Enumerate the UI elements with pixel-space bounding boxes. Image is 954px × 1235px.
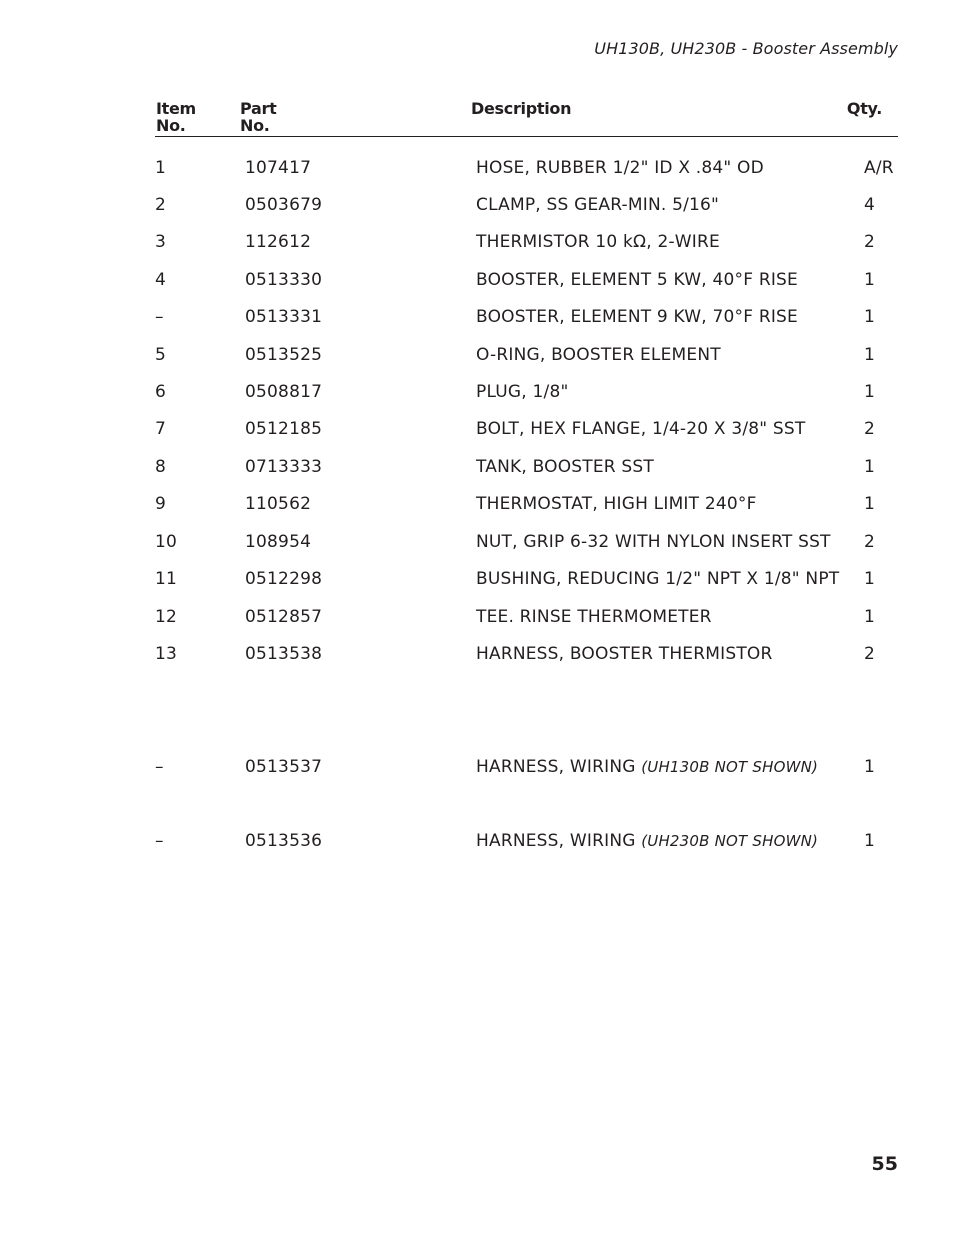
description-text: BOOSTER, ELEMENT 5 KW, 40°F RISE [476, 270, 798, 290]
part-number: 0503679 [245, 195, 323, 215]
quantity: 1 [864, 569, 876, 589]
table-row [155, 268, 898, 292]
item-number: – [155, 757, 164, 777]
quantity: 1 [864, 494, 876, 514]
quantity: 1 [864, 382, 876, 402]
item-number: 3 [155, 232, 167, 252]
table-row [155, 417, 898, 441]
item-number: 2 [155, 195, 167, 215]
column-header-item-line1: Item [156, 99, 196, 118]
running-header: UH130B, UH230B - Booster Assembly [594, 39, 898, 58]
table-row [155, 492, 898, 516]
description-text: BUSHING, REDUCING 1/2" NPT X 1/8" NPT [476, 569, 840, 589]
quantity: 1 [864, 607, 876, 627]
table-row [155, 755, 898, 779]
description [476, 305, 798, 329]
item-number: 1 [155, 158, 167, 178]
description [476, 492, 757, 516]
column-header-description: Description [471, 99, 572, 118]
part-number: 0513536 [245, 831, 323, 851]
item-number: 6 [155, 382, 167, 402]
table-row [155, 343, 898, 367]
description [476, 755, 818, 779]
item-number: 10 [155, 532, 178, 552]
page-number: 55 [871, 1153, 898, 1175]
description-note: (UH230B NOT SHOWN) [641, 832, 819, 850]
part-number: 107417 [245, 158, 312, 178]
description-text: PLUG, 1/8" [476, 382, 569, 402]
description [476, 605, 712, 629]
description [476, 156, 764, 180]
description-note: (UH130B NOT SHOWN) [641, 758, 819, 776]
description-text: BOOSTER, ELEMENT 9 KW, 70°F RISE [476, 307, 798, 327]
part-number: 0513537 [245, 757, 323, 777]
quantity: 2 [864, 644, 876, 664]
quantity: 1 [864, 757, 876, 777]
description [476, 455, 654, 479]
table-row [155, 230, 898, 254]
quantity: 1 [864, 457, 876, 477]
item-number: 12 [155, 607, 178, 627]
part-number: 0512298 [245, 569, 323, 589]
quantity: 4 [864, 195, 876, 215]
description [476, 193, 719, 217]
part-number: 108954 [245, 532, 312, 552]
part-number: 0512185 [245, 419, 323, 439]
description-text: HARNESS, BOOSTER THERMISTOR [476, 644, 773, 664]
quantity: 2 [864, 232, 876, 252]
part-number: 112612 [245, 232, 312, 252]
column-header-part [240, 100, 276, 134]
item-number: 9 [155, 494, 167, 514]
description-text: TANK, BOOSTER SST [476, 457, 654, 477]
item-number: – [155, 831, 164, 851]
table-row [155, 380, 898, 404]
description-text: HARNESS, WIRING [476, 831, 642, 851]
quantity: 1 [864, 831, 876, 851]
parts-table [155, 98, 898, 851]
column-header-part-line2: No. [240, 116, 270, 135]
table-row [155, 193, 898, 217]
quantity: 1 [864, 345, 876, 365]
description-text: THERMOSTAT, HIGH LIMIT 240°F [476, 494, 757, 514]
description-text: NUT, GRIP 6-32 WITH NYLON INSERT SST [476, 532, 831, 552]
item-number: 8 [155, 457, 167, 477]
table-row [155, 829, 898, 853]
description-text: THERMISTOR 10 kΩ, 2-WIRE [476, 232, 720, 252]
table-row [155, 530, 898, 554]
quantity: 2 [864, 532, 876, 552]
description [476, 829, 818, 853]
part-number: 0513525 [245, 345, 323, 365]
quantity: 1 [864, 307, 876, 327]
table-header [155, 98, 898, 137]
description [476, 268, 798, 292]
part-number: 0512857 [245, 607, 323, 627]
item-number: 11 [155, 569, 178, 589]
part-number: 110562 [245, 494, 312, 514]
description [476, 530, 831, 554]
column-header-item-line2: No. [156, 116, 186, 135]
table-row [155, 156, 898, 180]
item-number: 4 [155, 270, 167, 290]
part-number: 0513538 [245, 644, 323, 664]
quantity: 2 [864, 419, 876, 439]
table-row [155, 567, 898, 591]
description [476, 343, 721, 367]
description [476, 230, 720, 254]
table-row [155, 642, 898, 666]
part-number: 0713333 [245, 457, 323, 477]
description [476, 567, 839, 591]
table-row [155, 305, 898, 329]
part-number: 0508817 [245, 382, 323, 402]
description-text: CLAMP, SS GEAR-MIN. 5/16" [476, 195, 720, 215]
part-number: 0513330 [245, 270, 323, 290]
item-number: 5 [155, 345, 167, 365]
description [476, 380, 568, 404]
description-text: HARNESS, WIRING [476, 757, 642, 777]
description-text: BOLT, HEX FLANGE, 1/4-20 X 3/8" SST [476, 419, 806, 439]
table-row [155, 455, 898, 479]
table-row [155, 605, 898, 629]
description-text: O-RING, BOOSTER ELEMENT [476, 345, 721, 365]
description [476, 642, 773, 666]
item-number: 13 [155, 644, 178, 664]
quantity: A/R [864, 158, 894, 178]
column-header-part-line1: Part [240, 99, 277, 118]
column-header-item [156, 100, 196, 134]
description [476, 417, 805, 441]
item-number: – [155, 307, 164, 327]
description-text: HOSE, RUBBER 1/2" ID X .84" OD [476, 158, 764, 178]
item-number: 7 [155, 419, 167, 439]
column-header-qty: Qty. [846, 99, 882, 118]
description-text: TEE. RINSE THERMOMETER [476, 607, 712, 627]
part-number: 0513331 [245, 307, 323, 327]
quantity: 1 [864, 270, 876, 290]
